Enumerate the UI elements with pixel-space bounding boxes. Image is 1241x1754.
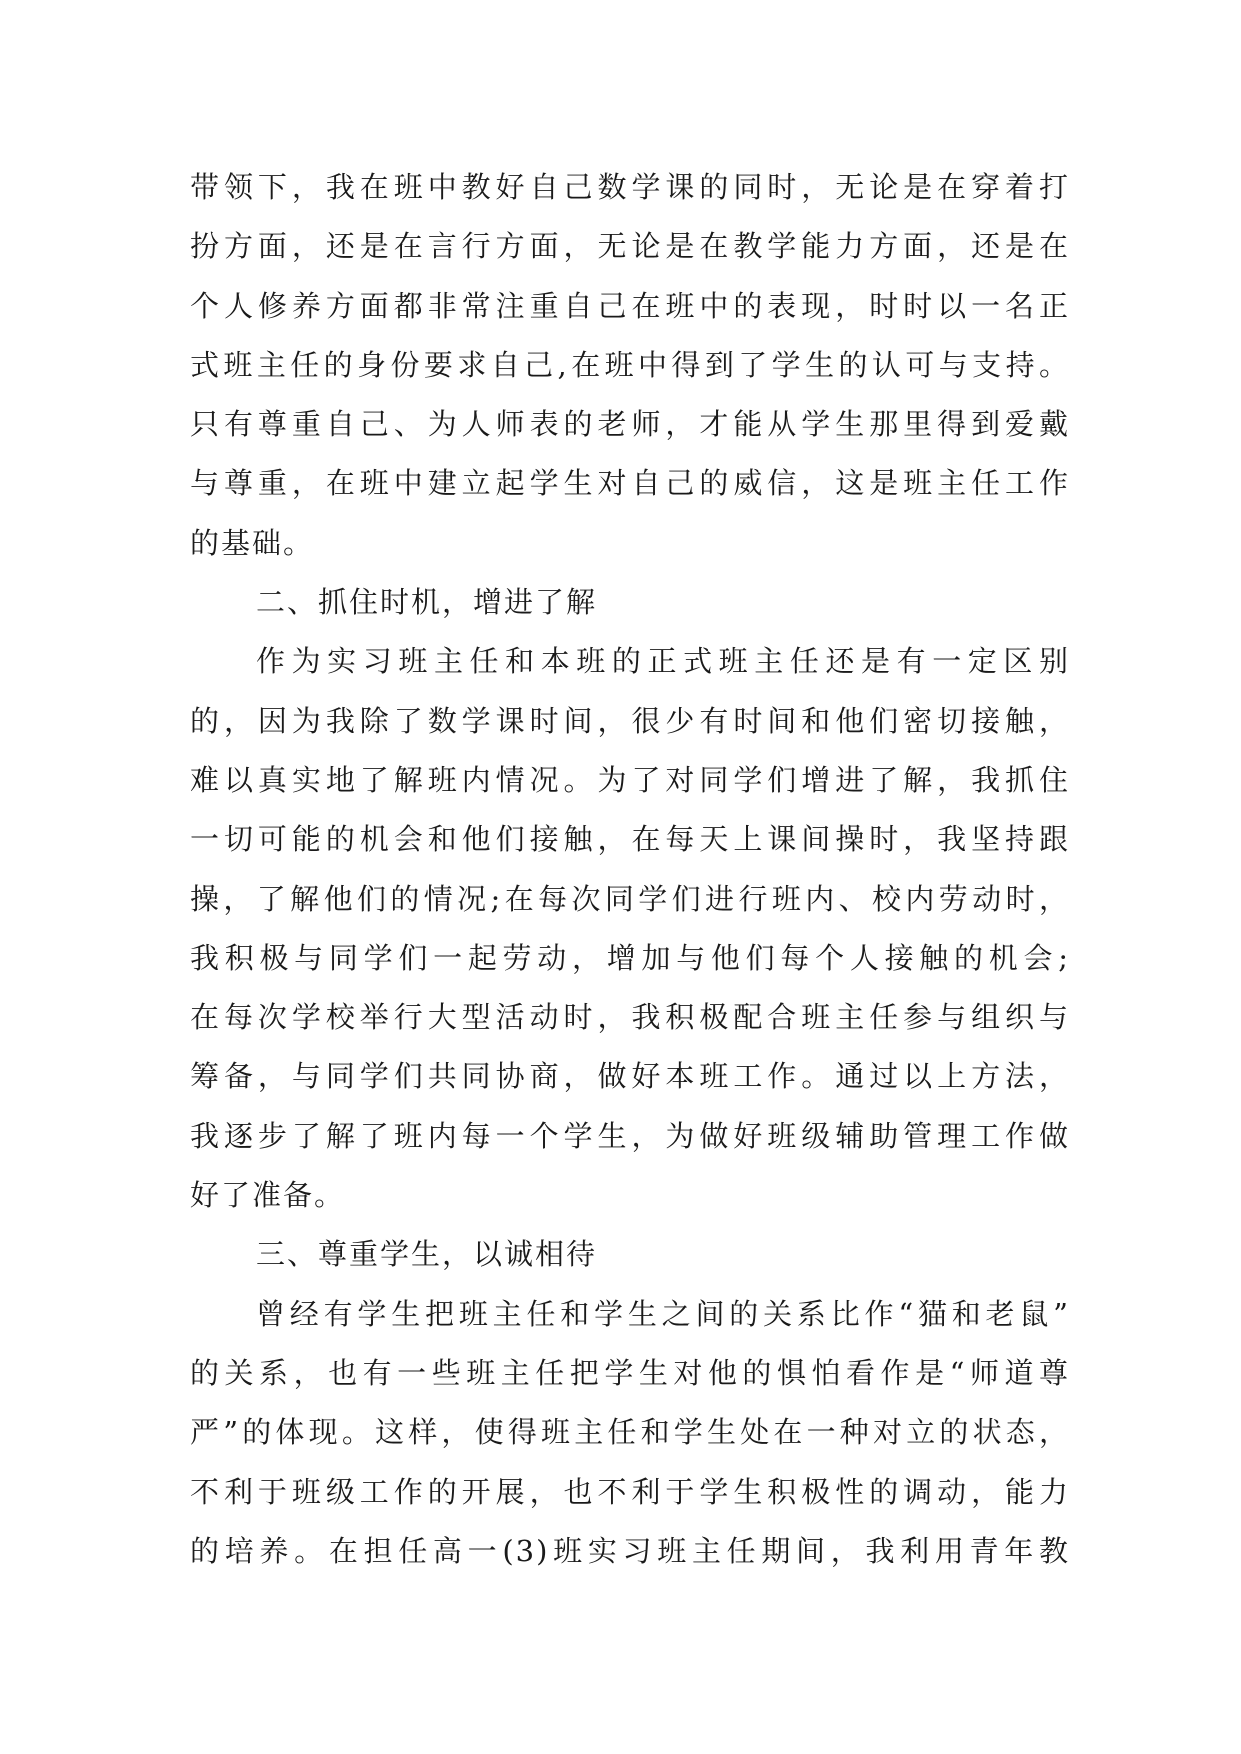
- text-line: 操，了解他们的情况;在每次同学们进行班内、校内劳动时，: [190, 881, 1070, 916]
- text-line: 只有尊重自己、为人师表的老师，才能从学生那里得到爱戴: [190, 407, 1070, 442]
- section-heading: 二、抓住时机，增进了解: [256, 585, 598, 620]
- section-heading: 三、尊重学生，以诚相待: [256, 1237, 598, 1272]
- text-line: 带领下，我在班中教好自己数学课的同时，无论是在穿着打: [190, 170, 1070, 204]
- text-line: 筹备，与同学们共同协商，做好本班工作。通过以上方法，: [190, 1059, 1070, 1094]
- document-body: [190, 158, 1070, 1581]
- text-line: 在每次学校举行大型活动时，我积极配合班主任参与组织与: [190, 1000, 1070, 1035]
- text-line: 严”的体现。这样，使得班主任和学生处在一种对立的状态，: [190, 1415, 1070, 1450]
- text-line: 的，因为我除了数学课时间，很少有时间和他们密切接触，: [190, 703, 1070, 738]
- text-line: 难以真实地了解班内情况。为了对同学们增进了解，我抓住: [190, 762, 1070, 797]
- text-line: 一切可能的机会和他们接触，在每天上课间操时，我坚持跟: [190, 822, 1070, 857]
- text-line: 不利于班级工作的开展，也不利于学生积极性的调动，能力: [190, 1474, 1070, 1509]
- paragraph-first-line: 曾经有学生把班主任和学生之间的关系比作“猫和老鼠”: [256, 1296, 1070, 1331]
- text-line: 好了准备。: [190, 1178, 346, 1213]
- text-line: 的基础。: [190, 525, 315, 560]
- text-line: 式班主任的身份要求自己,在班中得到了学生的认可与支持。: [190, 347, 1070, 382]
- text-line: 个人修养方面都非常注重自己在班中的表现，时时以一名正: [190, 288, 1070, 323]
- text-line: 我逐步了解了班内每一个学生，为做好班级辅助管理工作做: [190, 1118, 1070, 1153]
- text-line: 的培养。在担任高一(3)班实习班主任期间，我利用青年教: [190, 1533, 1070, 1568]
- text-line: 的关系，也有一些班主任把学生对他的惧怕看作是“师道尊: [190, 1355, 1070, 1390]
- text-line: 扮方面，还是在言行方面，无论是在教学能力方面，还是在: [190, 229, 1070, 264]
- text-line: 我积极与同学们一起劳动，增加与他们每个人接触的机会;: [190, 940, 1070, 975]
- text-line: 与尊重，在班中建立起学生对自己的威信，这是班主任工作: [190, 466, 1070, 501]
- paragraph-first-line: 作为实习班主任和本班的正式班主任还是有一定区别: [256, 644, 1070, 679]
